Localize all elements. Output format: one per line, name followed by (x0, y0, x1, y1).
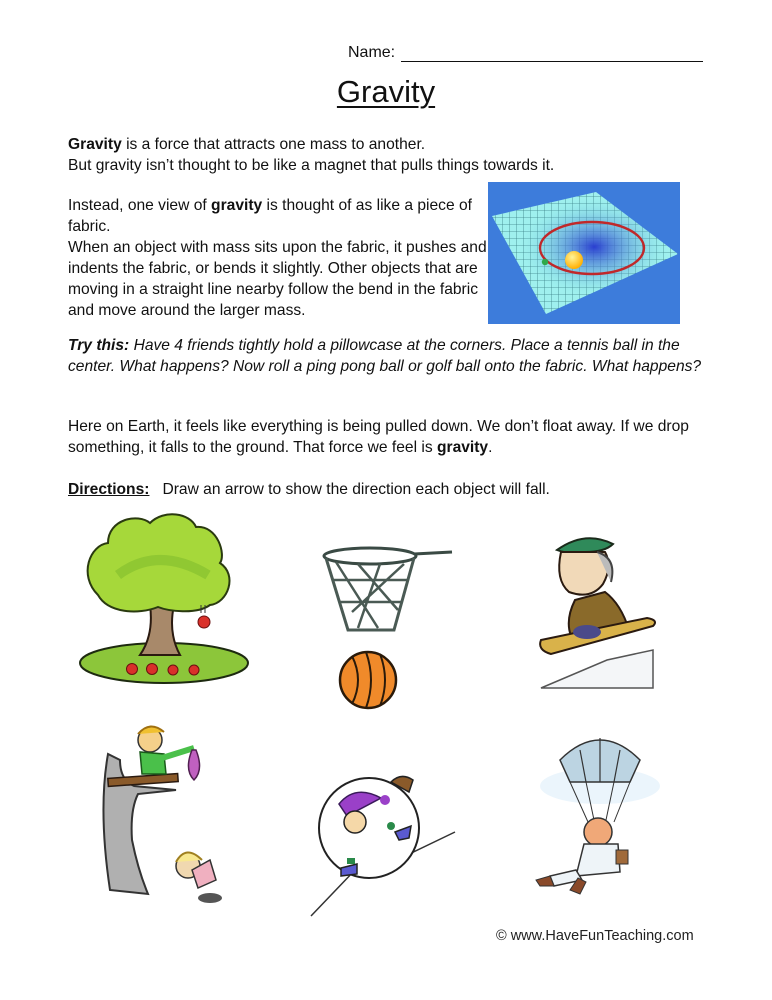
intro-line2: But gravity isn’t thought to be like a magnet that pulls things towards it. (68, 157, 555, 174)
basketball-hoop-picture (318, 540, 458, 710)
name-field-row (348, 44, 703, 62)
fabric-prefix: Instead, one view of (68, 197, 212, 214)
earth-paragraph (68, 416, 718, 458)
apple-tree-picture (78, 505, 278, 685)
water-balloon-drop-picture (98, 720, 238, 910)
fabric-bold-word: gravity (211, 197, 263, 214)
try-this-label: Try this: (68, 337, 130, 354)
earth-text: Here on Earth, it feels like everything is being pulled down. We don’t float away. If we drop something, it falls to the ground. That force we feel is (68, 418, 689, 456)
snowball-rolling-picture (305, 760, 465, 920)
intro-paragraph (68, 134, 688, 176)
spacetime-fabric-image (488, 182, 680, 324)
fabric-suffix: is thought of as like a piece of fabric. (68, 197, 472, 235)
name-label: Name: (348, 44, 396, 61)
try-this-paragraph (68, 335, 718, 377)
directions-text: Draw an arrow to show the direction each object will fall. (149, 481, 550, 498)
page-title: Gravity (336, 74, 436, 109)
fabric-paragraph (68, 195, 488, 321)
fabric-body: When an object with mass sits upon the fabric, it pushes and indents the fabric, or bends it slightly. Other objects that are moving in a straight line nearby follow the bend in the fabric and move around the larger mass. (68, 239, 487, 319)
earth-bold-word: gravity (436, 439, 489, 456)
intro-bold-word: Gravity (68, 136, 122, 153)
earth-end: . (488, 439, 493, 456)
directions-label: Directions: (68, 481, 150, 498)
directions-paragraph (68, 479, 718, 500)
sledding-man-picture (535, 530, 665, 690)
copyright-footer: © www.HaveFunTeaching.com (496, 928, 694, 944)
parachutist-picture (530, 710, 670, 900)
try-this-text: Have 4 friends tightly hold a pillowcase at the corners. Place a tennis ball in the center. What happens? Now roll a ping pong ball or golf ball onto the fabric. What happens? (68, 337, 702, 375)
intro-line1: is a force that attracts one mass to another. (121, 136, 426, 153)
name-input-line[interactable] (401, 45, 703, 62)
